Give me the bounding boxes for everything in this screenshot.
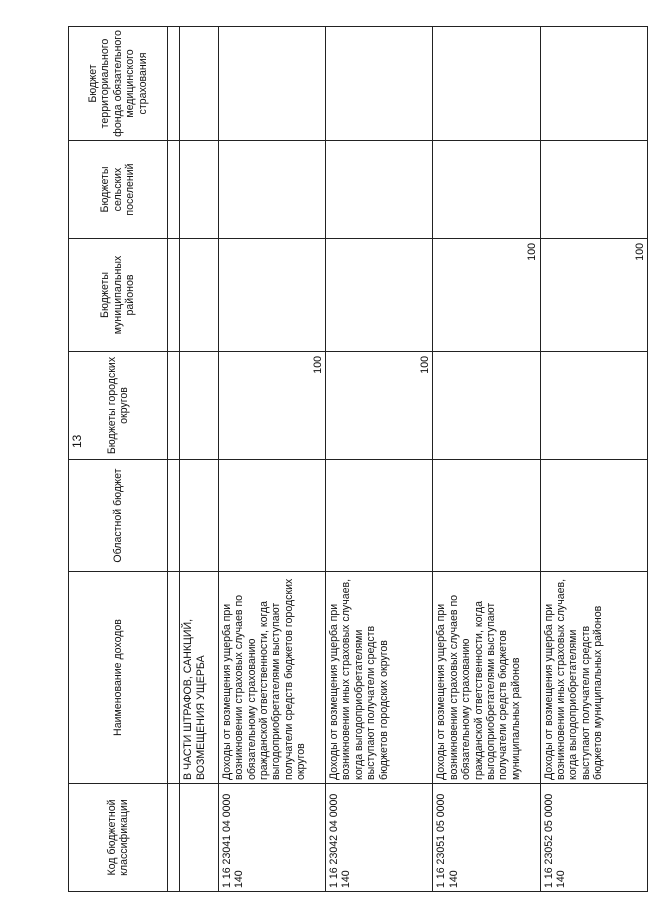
budget-code: 1 16 23041 04 0000 140 (218, 784, 325, 892)
value-cell (326, 27, 433, 141)
header-cell: Код бюджетной классификации (69, 784, 168, 892)
value-cell: 100 (326, 352, 433, 460)
budget-code: 1 16 23052 05 0000 140 (540, 784, 647, 892)
value-cell (540, 27, 647, 141)
value-cell (326, 141, 433, 239)
header-cell: Наименование доходов (69, 572, 168, 784)
value-cell (218, 141, 325, 239)
value-cell: 100 (218, 352, 325, 460)
budget-code: 1 16 23042 04 0000 140 (326, 784, 433, 892)
table-row (433, 27, 540, 892)
value-cell (540, 352, 647, 460)
value-cell (326, 460, 433, 572)
section-row (180, 27, 218, 892)
value-cell (433, 460, 540, 572)
value-cell (218, 27, 325, 141)
table-row (326, 27, 433, 892)
revenue-name: Доходы от возмещения ущерба при возникновении страховых случаев по обязательному страхованию гражданской ответственности, когда выгодоприобретателями выступают получатели средств бюджетов городских округов (218, 572, 325, 784)
value-cell (540, 460, 647, 572)
revenue-name: Доходы от возмещения ущерба при возникновении иных страховых случаев, когда выгодоприобретателями выступают получатели средств бюджетов муниципальных районов (540, 572, 647, 784)
revenue-name: Доходы от возмещения ущерба при возникновении страховых случаев по обязательному страхованию гражданской ответственности, когда выгодоприобретателями выступают получатели средств бюджетов муниципальных районов (433, 572, 540, 784)
budget-revenue-table (68, 27, 648, 892)
value-cell (326, 239, 433, 352)
value-cell (218, 460, 325, 572)
page-number: 13 (70, 434, 84, 448)
header-row (69, 27, 168, 892)
value-cell (433, 352, 540, 460)
header-cell: Бюджеты сельских поселений (69, 141, 168, 239)
table-row (218, 27, 325, 892)
value-cell: 100 (433, 239, 540, 352)
value-cell (433, 27, 540, 141)
header-cell: Областной бюджет (69, 460, 168, 572)
budget-code: 1 16 23051 05 0000 140 (433, 784, 540, 892)
header-cell: Бюджет территориального фонда обязательного медицинского страхования (69, 27, 168, 141)
value-cell (540, 141, 647, 239)
spacer-row (168, 27, 180, 892)
table-row (540, 27, 647, 892)
section-title: В ЧАСТИ ШТРАФОВ, САНКЦИЙ, ВОЗМЕЩЕНИЯ УЩЕРБА (180, 572, 218, 784)
value-cell (218, 239, 325, 352)
value-cell (433, 141, 540, 239)
header-cell: Бюджеты городских округов (69, 352, 168, 460)
header-cell: Бюджеты муниципальных районов (69, 239, 168, 352)
value-cell: 100 (540, 239, 647, 352)
revenue-name: Доходы от возмещения ущерба при возникновении иных страховых случаев, когда выгодоприобретателями выступают получатели средств бюджетов городских округов (326, 572, 433, 784)
